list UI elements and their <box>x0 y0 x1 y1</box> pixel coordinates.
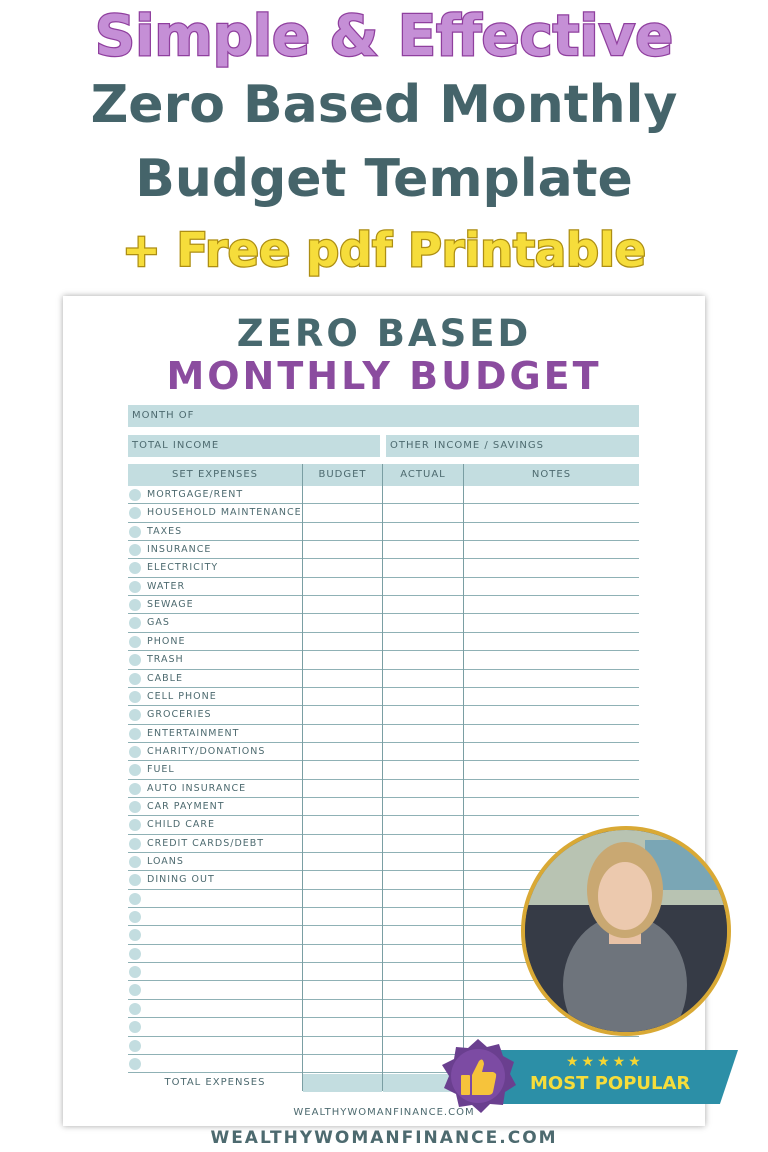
expense-row[interactable] <box>128 486 639 504</box>
expense-row[interactable] <box>128 504 639 522</box>
expense-row[interactable] <box>128 1018 639 1036</box>
column-divider <box>382 464 383 1091</box>
expense-label: ELECTRICITY <box>147 562 219 574</box>
expense-row[interactable] <box>128 780 639 798</box>
row-bullet-icon <box>129 636 141 648</box>
row-bullet-icon <box>129 783 141 795</box>
expense-label: CELL PHONE <box>147 690 217 702</box>
row-bullet-icon <box>129 562 141 574</box>
row-bullet-icon <box>129 856 141 868</box>
sheet-title-monthly-budget: MONTHLY BUDGET <box>166 354 602 398</box>
thumbs-up-icon <box>439 1037 517 1115</box>
expense-row[interactable] <box>128 798 639 816</box>
row-bullet-icon <box>129 654 141 666</box>
headline-simple-effective: Simple & Effective <box>94 4 674 69</box>
sheet-footer-url: WEALTHYWOMANFINANCE.COM <box>293 1107 475 1118</box>
expense-label: CHILD CARE <box>147 819 215 831</box>
row-bullet-icon <box>129 1021 141 1033</box>
row-bullet-icon <box>129 929 141 941</box>
row-bullet-icon <box>129 526 141 538</box>
headline-budget-template: Budget Template <box>135 149 633 209</box>
row-bullet-icon <box>129 911 141 923</box>
expense-label: HOUSEHOLD MAINTENANCE <box>147 507 302 519</box>
person-photo-illustration <box>525 830 731 1036</box>
star-rating: ★★★★★ <box>566 1054 644 1070</box>
expense-row[interactable] <box>128 688 639 706</box>
expense-row[interactable] <box>128 743 639 761</box>
row-bullet-icon <box>129 691 141 703</box>
row-bullet-icon <box>129 801 141 813</box>
expense-label: PHONE <box>147 635 186 647</box>
expense-label: SEWAGE <box>147 599 194 611</box>
expense-label: INSURANCE <box>147 544 212 556</box>
expense-label: DINING OUT <box>147 874 215 886</box>
column-header-budget: BUDGET <box>303 464 382 486</box>
expense-row[interactable] <box>128 725 639 743</box>
expense-label: CABLE <box>147 672 183 684</box>
column-divider <box>463 464 464 1091</box>
row-bullet-icon <box>129 984 141 996</box>
row-bullet-icon <box>129 617 141 629</box>
month-of-field[interactable]: MONTH OF <box>128 405 639 427</box>
most-popular-label: MOST POPULAR <box>530 1073 691 1094</box>
expense-row[interactable] <box>128 559 639 577</box>
row-bullet-icon <box>129 673 141 685</box>
expense-row[interactable] <box>128 706 639 724</box>
row-bullet-icon <box>129 746 141 758</box>
expense-label: MORTGAGE/RENT <box>147 489 244 500</box>
expense-label: ENTERTAINMENT <box>147 727 240 739</box>
row-bullet-icon <box>129 893 141 905</box>
expense-row[interactable] <box>128 578 639 596</box>
column-header-notes: NOTES <box>464 464 639 486</box>
row-bullet-icon <box>129 838 141 850</box>
expense-label: CHARITY/DONATIONS <box>147 745 266 757</box>
row-bullet-icon <box>129 819 141 831</box>
row-bullet-icon <box>129 489 141 501</box>
row-bullet-icon <box>129 581 141 593</box>
expense-label: GROCERIES <box>147 709 212 721</box>
column-header-set-expenses: SET EXPENSES <box>128 464 302 486</box>
expense-label: FUEL <box>147 764 175 776</box>
row-bullet-icon <box>129 948 141 960</box>
author-photo <box>521 826 731 1036</box>
expense-label: LOANS <box>147 856 184 867</box>
expense-row[interactable] <box>128 541 639 559</box>
headline-zero-based: Zero Based Monthly <box>90 75 678 135</box>
expense-label: TAXES <box>147 525 183 537</box>
row-bullet-icon <box>129 764 141 776</box>
expense-row[interactable] <box>128 816 639 834</box>
expense-row[interactable] <box>128 651 639 669</box>
other-income-field[interactable]: OTHER INCOME / SAVINGS <box>386 435 639 457</box>
row-bullet-icon <box>129 1040 141 1052</box>
row-bullet-icon <box>129 728 141 740</box>
row-bullet-icon <box>129 1058 141 1070</box>
expense-row[interactable] <box>128 523 639 541</box>
row-bullet-icon <box>129 709 141 721</box>
expense-row[interactable] <box>128 670 639 688</box>
expense-label: AUTO INSURANCE <box>147 782 247 794</box>
total-budget-cell[interactable] <box>303 1074 382 1092</box>
row-bullet-icon <box>129 599 141 611</box>
expense-label: CREDIT CARDS/DEBT <box>147 837 265 849</box>
expense-label: TRASH <box>147 654 184 666</box>
expense-label: GAS <box>147 617 170 629</box>
expense-row[interactable] <box>128 633 639 651</box>
expense-label: WATER <box>147 580 186 592</box>
row-bullet-icon <box>129 1003 141 1015</box>
expense-label: CAR PAYMENT <box>147 800 225 812</box>
column-header-actual: ACTUAL <box>383 464 463 486</box>
expense-row[interactable] <box>128 596 639 614</box>
row-bullet-icon <box>129 874 141 886</box>
total-expenses-label: TOTAL EXPENSES <box>164 1077 266 1088</box>
column-divider <box>302 464 303 1091</box>
row-bullet-icon <box>129 544 141 556</box>
headline-free-printable: + Free pdf Printable <box>122 223 646 277</box>
sheet-title-zero-based: ZERO BASED <box>236 312 532 355</box>
expense-row[interactable] <box>128 614 639 632</box>
expense-row[interactable] <box>128 761 639 779</box>
total-income-field[interactable]: TOTAL INCOME <box>128 435 380 457</box>
row-bullet-icon <box>129 507 141 519</box>
page-footer-url[interactable]: WEALTHYWOMANFINANCE.COM <box>210 1128 558 1148</box>
row-bullet-icon <box>129 966 141 978</box>
